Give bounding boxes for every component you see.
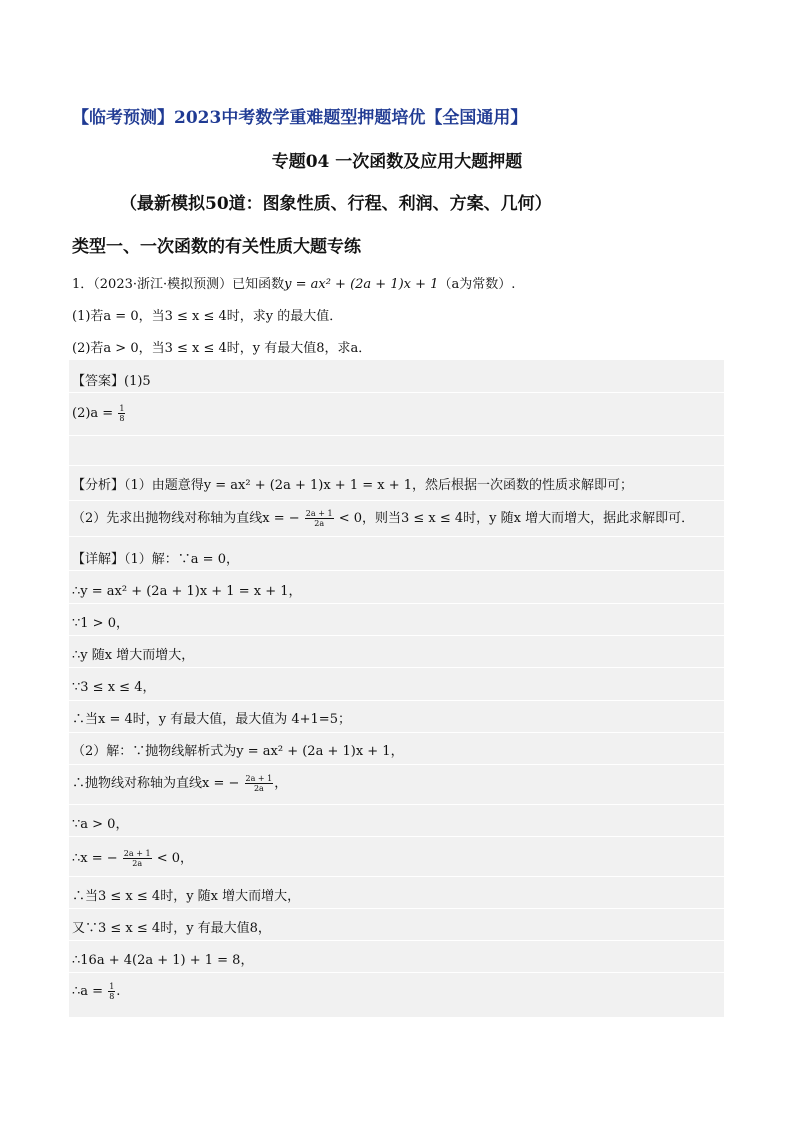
analysis-fraction [305, 509, 334, 528]
detail-step-8-num: 2a + 1 [245, 774, 273, 783]
topic-subtitle: （最新模拟50道：图象性质、行程、利润、方案、几何） [120, 194, 552, 214]
section-title: 类型一、一次函数的有关性质大题专练 [72, 237, 361, 257]
detail-step-8-fraction [245, 774, 274, 793]
topic-title: 专题04 一次函数及应用大题押题 [271, 152, 523, 172]
detail-step-14-den: 8 [109, 992, 115, 1001]
detail-step-1 [72, 548, 239, 567]
answer-part-2-prefix: (2)a = [72, 406, 114, 421]
question-stem-suffix: （a为常数）. [438, 277, 516, 292]
detail-step-3: ∵1 > 0， [72, 616, 129, 631]
answer-label: 【答案】 [72, 374, 125, 389]
detail-step-14 [72, 982, 120, 1001]
detail-step-8 [72, 772, 287, 793]
analysis-text-2-prefix: （2）先求出抛物线对称轴为直线x = − [72, 511, 300, 526]
analysis-fraction-num: 2a + 1 [305, 509, 333, 518]
answer-line-2 [72, 404, 126, 423]
detail-step-8-suffix: ， [274, 776, 288, 791]
analysis-text-2-suffix: < 0，则当3 ≤ x ≤ 4时，y 随x 增大而增大，据此求解即可． [338, 511, 695, 526]
detail-step-7: （2）解：∵抛物线解析式为y = ax² + (2a + 1)x + 1， [72, 744, 404, 759]
question-stem-formula: y = ax² + (2a + 1)x + 1 [284, 277, 439, 292]
detail-step-14-prefix: ∴a = [72, 984, 104, 999]
detail-step-8-prefix: ∴抛物线对称轴为直线x = − [72, 776, 240, 791]
detail-step-9: ∵a > 0， [72, 817, 129, 832]
detail-step-5: ∵3 ≤ x ≤ 4， [72, 680, 156, 695]
detail-step-2: ∴y = ax² + (2a + 1)x + 1 = x + 1， [72, 584, 302, 599]
detail-step-14-fraction [108, 982, 115, 1001]
question-part-1: (1)若a = 0，当3 ≤ x ≤ 4时，求y 的最大值． [72, 309, 343, 324]
detail-step-6: ∴当x = 4时，y 有最大值，最大值为 4+1=5； [72, 712, 351, 727]
detail-step-10-den: 2a [132, 859, 143, 868]
detail-step-10 [72, 847, 193, 868]
answer-fraction-den: 8 [119, 414, 125, 423]
detail-step-13: ∴16a + 4(2a + 1) + 1 = 8， [72, 953, 254, 968]
answer-fraction [118, 404, 125, 423]
answer-line-1 [72, 370, 151, 389]
answer-part-1: (1)5 [124, 374, 151, 389]
question-part-2: (2)若a > 0，当3 ≤ x ≤ 4时，y 有最大值8，求a． [72, 341, 372, 356]
detail-step-14-suffix: . [116, 984, 121, 999]
header-banner: 【临考预测】2023中考数学重难题型押题培优【全国通用】 [72, 108, 528, 128]
detail-step-14-num: 1 [109, 982, 115, 991]
analysis-label: 【分析】 [72, 478, 125, 493]
detail-step-4: ∴y 随x 增大而增大， [72, 648, 195, 663]
detail-step-10-prefix: ∴x = − [72, 851, 118, 866]
detail-step-1-text: （1）解：∵a = 0， [124, 552, 239, 567]
question-stem [72, 273, 515, 292]
detail-step-8-den: 2a [253, 784, 264, 793]
analysis-fraction-den: 2a [314, 519, 325, 528]
detail-step-10-fraction [123, 849, 152, 868]
analysis-line-2 [72, 507, 694, 528]
question-stem-prefix: 1．（2023·浙江·模拟预测）已知函数 [72, 277, 285, 292]
analysis-text-1: （1）由题意得y = ax² + (2a + 1)x + 1 = x + 1，然后根据一次函数的性质求解即可； [124, 478, 634, 493]
analysis-line-1 [72, 474, 633, 493]
answer-fraction-num: 1 [119, 404, 125, 413]
detail-step-11: ∴当3 ≤ x ≤ 4时，y 随x 增大而增大， [72, 889, 301, 904]
detail-step-12: 又∵3 ≤ x ≤ 4时，y 有最大值8， [72, 921, 271, 936]
detail-label: 【详解】 [72, 552, 125, 567]
detail-step-10-num: 2a + 1 [123, 849, 151, 858]
detail-step-10-suffix: < 0， [156, 851, 193, 866]
